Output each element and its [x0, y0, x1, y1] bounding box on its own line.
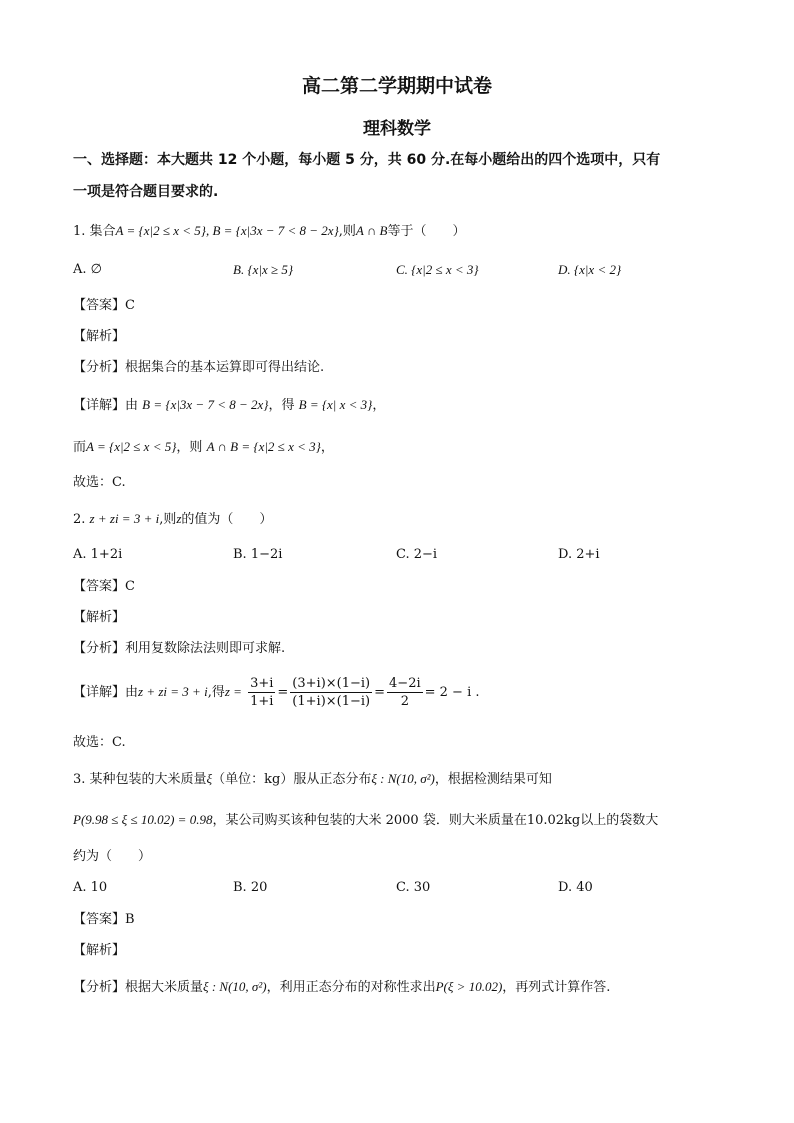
- q3-fenxi-mid: ，利用正态分布的对称性求出: [266, 980, 436, 995]
- q2-fraction-1: [248, 675, 275, 710]
- q1-detail-suffix: ，: [372, 398, 386, 413]
- section-heading-line1: 一、选择题：本大题共 12 个小题，每小题 5 分，共 60 分.在每小题给出的四个选项中，只有: [73, 152, 661, 168]
- q2-eq-sign-1: =: [277, 685, 289, 700]
- q3-line1-math: ξ : N(10, σ²): [371, 771, 435, 786]
- q3-answer: 【答案】B: [73, 912, 135, 927]
- q2-detail-mid: ,得: [207, 685, 225, 700]
- q2-option-d: D. 2+i: [558, 547, 600, 562]
- q2-frac2-den: (1+i)×(1−i): [292, 694, 371, 709]
- q3-stem-line1: [73, 770, 552, 789]
- q3-line2-val: 10.02kg: [526, 813, 581, 828]
- q1-detail2-mid: ，则: [176, 440, 203, 455]
- q3-line2-math: P(9.98 ≤ ξ ≤ 10.02) = 0.98: [73, 812, 213, 827]
- q1-detail-math: B = {x|3x − 7 < 8 − 2x}: [142, 397, 269, 412]
- q1-choose: 故选：C.: [73, 475, 126, 490]
- q1-set-a: A = {x|2 ≤ x < 5}: [115, 223, 206, 238]
- q3-fenxi-math: ξ : N(10, σ²): [203, 979, 267, 994]
- q3-fenxi: [73, 978, 610, 997]
- q3-option-c: C. 30: [396, 880, 431, 895]
- q1-detail-math2: B = {x| x < 3}: [298, 397, 373, 412]
- q2-stem-prefix: 2.: [73, 512, 86, 527]
- q3-stem-line2: [73, 811, 658, 830]
- q2-frac3-num: 4−2i: [389, 676, 421, 691]
- q2-detail-prefix: 【详解】由: [73, 685, 139, 700]
- q1-jiexi: 【解析】: [73, 329, 126, 344]
- q1-detail-mid: ，得: [268, 398, 295, 413]
- q1-detail-line2: [73, 438, 334, 457]
- q3-option-a: A. 10: [73, 880, 108, 895]
- q1-detail2-math2: A ∩ B = {x|2 ≤ x < 3}: [206, 439, 321, 454]
- q2-frac3-den: 2: [400, 694, 409, 709]
- q1-option-b: B. {x|x ≥ 5}: [233, 262, 294, 277]
- q2-stem-suffix: 的值为（ ）: [181, 512, 273, 527]
- q3-fenxi-suffix: ，再列式计算作答.: [502, 980, 611, 995]
- q2-frac1-den: 1+i: [250, 694, 274, 709]
- q2-detail-z: z =: [224, 684, 242, 699]
- section-heading-line2: 一项是符合题目要求的.: [73, 184, 219, 200]
- q3-line2-suffix: 以上的袋数大: [580, 813, 659, 828]
- q2-eq-sign-2: =: [374, 685, 386, 700]
- q2-answer: 【答案】C: [73, 579, 135, 594]
- q1-option-a: A. ∅: [73, 262, 102, 277]
- q1-option-c: C. {x|2 ≤ x < 3}: [396, 262, 479, 277]
- q3-line2-text: ，某公司购买该种包装的大米 2000 袋．则大米质量在: [212, 813, 527, 828]
- q3-option-b: B. 20: [233, 880, 268, 895]
- q1-detail-line1: [73, 396, 385, 415]
- q1-fenxi: 【分析】根据集合的基本运算即可得出结论.: [73, 360, 325, 375]
- q2-jiexi: 【解析】: [73, 610, 126, 625]
- q2-detail-math: z + zi = 3 + i: [138, 684, 208, 699]
- q2-detail-result: = 2 − i .: [424, 685, 480, 700]
- q1-set-b: , B = {x|3x − 7 < 8 − 2x}: [205, 223, 339, 238]
- q3-line1-xi: ξ: [206, 771, 213, 786]
- q2-option-b: B. 1−2i: [233, 547, 283, 562]
- q3-line1-prefix: 3. 某种包装的大米质量: [73, 772, 207, 787]
- q2-stem-mid: ,则: [159, 512, 177, 527]
- q1-option-d: D. {x|x < 2}: [558, 262, 622, 277]
- q1-stem-prefix: 1. 集合: [73, 224, 116, 239]
- q1-detail2-suffix: ，: [320, 440, 334, 455]
- q2-stem-math: z + zi = 3 + i: [89, 511, 160, 526]
- q3-line1-mid: （单位：kg）服从正态分布: [212, 772, 372, 787]
- q1-stem-mid: ,则: [338, 224, 356, 239]
- exam-subtitle: 理科数学: [363, 119, 431, 139]
- q2-option-a: A. 1+2i: [73, 547, 123, 562]
- q1-detail-prefix: 【详解】由: [73, 398, 139, 413]
- q2-fraction-2: [290, 675, 372, 710]
- q2-frac2-num: (3+i)×(1−i): [292, 676, 371, 691]
- q1-intersection: A ∩ B: [355, 223, 388, 238]
- q3-option-d: D. 40: [558, 880, 593, 895]
- q1-detail2-math: A = {x|2 ≤ x < 5}: [86, 439, 177, 454]
- q2-detail: [73, 675, 480, 710]
- q2-option-c: C. 2−i: [396, 547, 438, 562]
- q3-fenxi-math2: P(ξ > 10.02): [435, 979, 503, 994]
- q2-fraction-3: [387, 675, 423, 710]
- q2-stem: [73, 510, 272, 529]
- q1-stem-suffix: 等于（ ）: [387, 224, 466, 239]
- q2-stem-z: z: [176, 511, 182, 526]
- q2-frac1-num: 3+i: [250, 676, 274, 691]
- q3-fenxi-prefix: 【分析】根据大米质量: [73, 980, 204, 995]
- q3-stem-line3: 约为（ ）: [73, 849, 152, 864]
- q1-answer: 【答案】C: [73, 298, 135, 313]
- q2-fenxi: 【分析】利用复数除法法则即可求解.: [73, 641, 286, 656]
- q1-stem: [73, 222, 465, 241]
- q1-detail2-prefix: 而: [73, 440, 87, 455]
- q3-line1-suffix: ，根据检测结果可知: [434, 772, 552, 787]
- q2-choose: 故选：C.: [73, 735, 126, 750]
- exam-title: 高二第二学期期中试卷: [301, 75, 492, 97]
- q3-jiexi: 【解析】: [73, 943, 126, 958]
